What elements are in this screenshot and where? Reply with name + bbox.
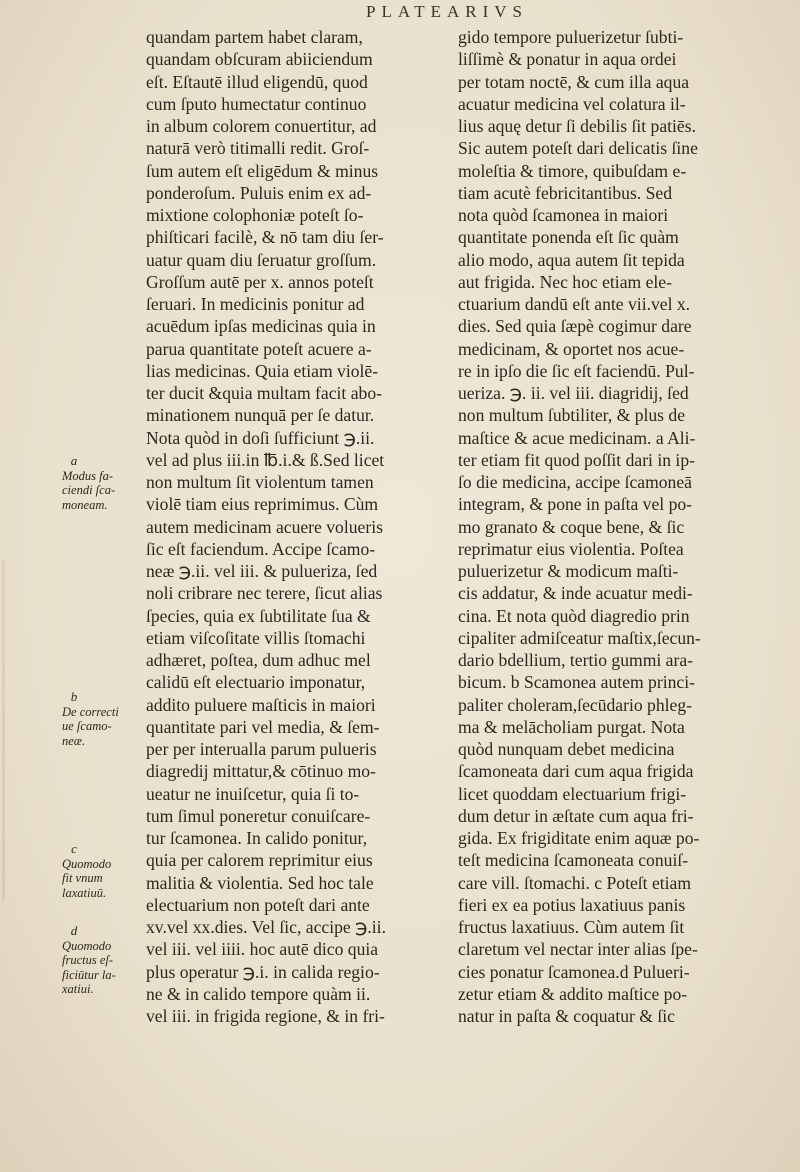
margin-note-line: laxatiuū. xyxy=(62,885,107,900)
text-line: vel iii. in frigida regione, & in fri- xyxy=(146,1006,385,1026)
text-line: naturā verò titimalli redit. Groſ- xyxy=(146,138,370,159)
text-line: gida. Ex frigiditate enim aquæ po- xyxy=(458,828,700,848)
text-line: dario bdellium, tertio gummi ara- xyxy=(458,650,694,670)
margin-note-line: Modus fa- xyxy=(62,468,114,483)
right-text-column xyxy=(458,26,778,1027)
text-line: tum ſimul poneretur conuiſcare- xyxy=(146,805,371,826)
margin-note-line: ue ſcamo- xyxy=(62,719,112,733)
text-line: maſtice & acue medicinam. a Ali- xyxy=(458,427,696,448)
text-line: bicum. b Scamonea autem princi- xyxy=(458,672,695,693)
text-line: puluerizetur & modicum maſti- xyxy=(458,561,679,581)
margin-note-letter: a xyxy=(70,453,78,468)
text-line: calidū eſt electuario imponatur, xyxy=(146,672,366,693)
text-line: neæ ℈.ii. vel iii. & pulueriza, ſed xyxy=(146,561,378,581)
text-line: integram, & pone in paſta vel po- xyxy=(458,494,693,515)
text-line: per totam noctē, & cum illa aqua xyxy=(458,71,690,92)
left-text-column xyxy=(146,26,432,1027)
margin-note-b xyxy=(62,690,142,748)
text-line: quandam partem habet claram, xyxy=(146,27,363,47)
text-line: non multum ſubtiliter, & plus de xyxy=(458,405,686,426)
text-line: acuēdum ipſas medicinas quia in xyxy=(146,316,376,337)
text-line: care vill. ſtomachi. c Poteſt etiam xyxy=(458,872,692,893)
margin-note-line: fit vnum xyxy=(62,871,103,885)
text-line: ueatur ne inuiſcetur, quia ſi to- xyxy=(146,783,360,804)
text-line: Sic autem poteſt dari delicatis ſine xyxy=(458,138,698,159)
text-line: dum detur in æſtate cum aqua fri- xyxy=(458,805,694,826)
text-line: parua quantitate poteſt acuere a- xyxy=(146,338,372,359)
text-line: ponderoſum. Puluis enim ex ad- xyxy=(146,182,372,203)
text-line: ſo die medicina, accipe ſcamoneā xyxy=(458,472,692,492)
text-line: quòd nunquam debet medicina xyxy=(458,739,675,759)
text-line: moleſtia & timore, quibuſdam e- xyxy=(458,160,687,181)
text-line: ter etiam fit quod poſſit dari in ip- xyxy=(458,449,695,470)
text-line: phiſticari facilè, & nō tam diu ſer- xyxy=(146,227,384,248)
text-line: gido tempore puluerizetur ſubti- xyxy=(458,27,684,47)
text-line: nota quòd ſcamonea in maiori xyxy=(458,205,669,225)
text-line: ſcamoneata dari cum aqua frigida xyxy=(458,761,694,782)
text-line: xv.vel xx.dies. Vel ſic, accipe ℈.ii. xyxy=(146,917,386,937)
text-line: natur in paſta & coquatur & ſic xyxy=(458,1006,675,1026)
text-line: autem medicinam acuere volueris xyxy=(146,516,383,537)
margin-note-line: Quomodo xyxy=(62,856,112,871)
text-line: vel ad plus iii.in ℔.i.& ß.Sed licet xyxy=(146,449,385,470)
margin-note-letter: b xyxy=(70,689,78,704)
text-line: reprimatur eius violentia. Poſtea xyxy=(458,538,684,559)
text-line: dies. Sed quia ſæpè cogimur dare xyxy=(458,316,692,337)
margin-note-line: fructus eſ- xyxy=(62,953,114,967)
text-line: ueriza. ℈. ii. vel iii. diagridij, ſed xyxy=(458,383,689,403)
text-line: ſpecies, quia ex ſubtilitate ſua & xyxy=(146,605,371,626)
margin-note-a xyxy=(62,454,142,512)
margin-note-c xyxy=(62,842,142,900)
text-line: zetur etiam & addito maſtice po- xyxy=(458,983,688,1004)
text-line: quantitate ponenda eſt ſic quàm xyxy=(458,227,679,248)
text-line: quandam obſcuram abiiciendum xyxy=(146,49,373,70)
text-line: ctuarium dandū eſt ante vii.vel x. xyxy=(458,294,691,314)
text-line: lius aquę detur ſi debilis ſit patiēs. xyxy=(458,116,696,136)
margin-note-letter: d xyxy=(70,923,78,938)
text-line: non multum ſit violentum tamen xyxy=(146,472,374,492)
text-line: re in ipſo die ſic eſt faciendū. Pul- xyxy=(458,360,695,381)
text-line: ſeruari. In medicinis ponitur ad xyxy=(146,294,365,314)
text-line: fieri ex ea potius laxatiuus panis xyxy=(458,894,686,915)
text-line: ter ducit &quia multam facit abo- xyxy=(146,383,382,403)
text-line: uatur quam diu ſeruatur groſſum. xyxy=(146,249,377,270)
margin-note-line: xatiui. xyxy=(62,982,94,996)
text-line: plus operatur ℈.i. in calida regio- xyxy=(146,961,380,982)
text-line: medicinam, & oportet nos acue- xyxy=(458,338,685,359)
text-line: cum ſputo humectatur continuo xyxy=(146,93,367,114)
text-line: Nota quòd in doſi ſufficiunt ℈.ii. xyxy=(146,427,375,448)
margin-note-line: Quomodo xyxy=(62,938,112,953)
text-line: cina. Et nota quòd diagredio prin xyxy=(458,605,690,626)
text-line: addito puluere maſticis in maiori xyxy=(146,694,376,715)
text-line: ſic eſt faciendum. Accipe ſcamo- xyxy=(146,538,376,559)
text-line: diagredij mittatur,& cōtinuo mo- xyxy=(146,761,376,782)
text-line: alio modo, aqua autem ſit tepida xyxy=(458,249,685,270)
text-line: claretum vel nectar inter alias ſpe- xyxy=(458,939,698,960)
text-line: cis addatur, & inde acuatur medi- xyxy=(458,583,693,604)
text-line: tiam acutè febricitantibus. Sed xyxy=(458,182,672,203)
text-line: mo granato & coque bene, & ſic xyxy=(458,516,685,537)
text-line: noli cribrare nec terere, ſicut alias xyxy=(146,583,383,604)
text-line: acuatur medicina vel colatura il- xyxy=(458,93,686,114)
margin-note-line: neæ. xyxy=(62,733,86,748)
text-line: cipaliter admiſceatur maſtix,ſecun- xyxy=(458,627,701,648)
text-line: quia per calorem reprimitur eius xyxy=(146,850,373,871)
text-line: electuarium non poteſt dari ante xyxy=(146,894,370,915)
text-line: lias medicinas. Quia etiam violē- xyxy=(146,360,379,381)
text-line: paliter choleram,ſecūdario phleg- xyxy=(458,694,692,715)
text-line: ma & melācholiam purgat. Nota xyxy=(458,716,685,737)
margin-note-line: moneam. xyxy=(62,497,108,512)
text-line: licet quoddam electuarium frigi- xyxy=(458,783,687,804)
text-line: eſt. Eſtautē illud eligendū, quod xyxy=(146,71,368,92)
text-line: per per interualla parum pulueris xyxy=(146,739,377,759)
text-line: quantitate pari vel media, & ſem- xyxy=(146,716,380,737)
margin-note-line: ficiūtur la- xyxy=(62,967,116,982)
text-line: etiam viſcoſitate villis ſtomachi xyxy=(146,627,366,648)
text-line: mixtione colophoniæ poteſt ſo- xyxy=(146,205,364,225)
text-line: Groſſum autē per x. annos poteſt xyxy=(146,271,374,292)
text-line: vel iii. vel iiii. hoc autē dico quia xyxy=(146,939,379,960)
text-line: ne & in calido tempore quàm ii. xyxy=(146,983,371,1004)
text-line: malitia & violentia. Sed hoc tale xyxy=(146,872,374,893)
margin-note-letter: c xyxy=(71,841,77,856)
text-line: teſt medicina ſcamoneata conuiſ- xyxy=(458,850,689,871)
text-line: ſum autem eſt eligēdum & minus xyxy=(146,160,379,181)
text-line: aut frigida. Nec hoc etiam ele- xyxy=(458,271,672,292)
margin-note-line: De correcti xyxy=(62,704,119,719)
text-line: adhæret, poſtea, dum adhuc mel xyxy=(146,650,371,670)
text-line: liſſimè & ponatur in aqua ordei xyxy=(458,49,677,70)
running-head: PLATEARIVS xyxy=(366,2,529,21)
margin-note-line: ciendi ſca- xyxy=(62,483,116,497)
text-line: tur ſcamonea. In calido ponitur, xyxy=(146,828,368,848)
margin-note-d xyxy=(62,924,142,997)
text-line: cies ponatur ſcamonea.d Pulueri- xyxy=(458,961,690,982)
text-line: violē tiam eius reprimimus. Cùm xyxy=(146,494,379,515)
margin-notes xyxy=(0,0,140,1172)
text-line: in album colorem conuertitur, ad xyxy=(146,116,377,136)
text-line: minationem nunquā per ſe datur. xyxy=(146,405,375,426)
text-line: fructus laxatiuus. Cùm autem ſit xyxy=(458,917,685,937)
